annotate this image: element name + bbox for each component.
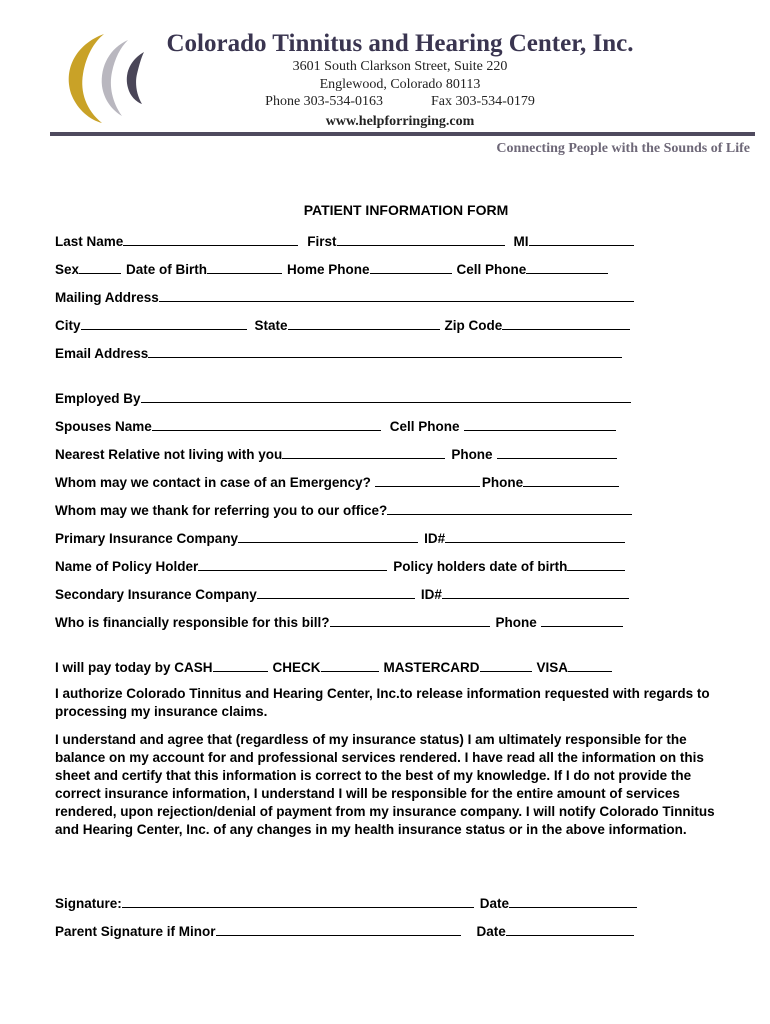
financial-phone-label: Phone	[495, 615, 537, 630]
mi-label: MI	[513, 234, 529, 249]
cell-phone-field[interactable]	[526, 259, 608, 274]
zip-code-field[interactable]	[502, 315, 630, 330]
check-label: CHECK	[272, 660, 321, 675]
primary-id-field[interactable]	[445, 528, 625, 543]
address-line-1: 3601 South Clarkson Street, Suite 220	[292, 59, 508, 74]
state-field[interactable]	[288, 315, 440, 330]
policy-holder-dob-field[interactable]	[567, 556, 625, 571]
state-label: State	[254, 318, 288, 333]
date-of-birth-field[interactable]	[207, 259, 282, 274]
cell-phone-label: Cell Phone	[456, 262, 527, 277]
first-name-label: First	[307, 234, 337, 249]
emergency-phone-label: Phone	[481, 475, 524, 490]
financial-row	[55, 612, 625, 632]
sex-field[interactable]	[79, 259, 121, 274]
secondary-insurance-row	[55, 584, 631, 604]
signature-date-field[interactable]	[509, 893, 637, 908]
employed-by-field[interactable]	[141, 388, 631, 403]
emergency-contact-field[interactable]	[375, 472, 480, 487]
visa-label: VISA	[536, 660, 569, 675]
employed-by-label: Employed By	[55, 391, 141, 406]
policy-holder-row	[55, 556, 627, 576]
relative-phone-field[interactable]	[497, 444, 617, 459]
company-logo	[58, 30, 158, 125]
home-phone-label: Home Phone	[287, 262, 370, 277]
email-address-label: Email Address	[55, 346, 149, 361]
secondary-insurance-field[interactable]	[257, 584, 415, 599]
parent-date-label: Date	[476, 924, 506, 939]
signature-field[interactable]	[122, 893, 474, 908]
emergency-contact-label: Whom may we contact in case of an Emergency?	[55, 475, 371, 490]
nearest-relative-field[interactable]	[282, 444, 445, 459]
personal-row	[55, 259, 610, 279]
org-name: Colorado Tinnitus and Hearing Center, Inc.	[166, 30, 634, 57]
name-row	[55, 231, 636, 251]
date-of-birth-label: Date of Birth	[126, 262, 208, 277]
authorization-text: I authorize Colorado Tinnitus and Hearing Center, Inc.to release information requested with regards to processing my insurance claims.	[55, 686, 710, 719]
secondary-id-label: ID#	[420, 587, 442, 602]
policy-holder-label: Name of Policy Holder	[55, 559, 199, 574]
relative-phone-label: Phone	[451, 447, 493, 462]
policy-holder-dob-label: Policy holders date of birth	[393, 559, 568, 574]
org-phone: Phone 303-534-0163	[265, 94, 383, 109]
last-name-label: Last Name	[55, 234, 124, 249]
financial-phone-field[interactable]	[541, 612, 623, 627]
emergency-phone-field[interactable]	[523, 472, 619, 487]
primary-insurance-field[interactable]	[238, 528, 418, 543]
cash-field[interactable]	[213, 657, 268, 672]
secondary-id-field[interactable]	[442, 584, 629, 599]
mailing-address-field[interactable]	[159, 287, 634, 302]
signature-row	[55, 893, 639, 913]
referral-row	[55, 500, 634, 520]
city-row	[55, 315, 632, 335]
spouse-cell-phone-field[interactable]	[464, 416, 616, 431]
referral-label: Whom may we thank for referring you to our office?	[55, 503, 388, 518]
secondary-insurance-label: Secondary Insurance Company	[55, 587, 257, 602]
mastercard-label: MASTERCARD	[383, 660, 480, 675]
parent-date-field[interactable]	[506, 921, 634, 936]
home-phone-field[interactable]	[370, 259, 452, 274]
website-link[interactable]: www.helpforringing.com	[325, 114, 475, 129]
phone-fax-line	[160, 94, 640, 110]
spouse-row	[55, 416, 618, 436]
visa-field[interactable]	[568, 657, 612, 672]
header-divider	[50, 132, 755, 136]
spouses-name-label: Spouses Name	[55, 419, 152, 434]
parent-signature-label: Parent Signature if Minor	[55, 924, 216, 939]
parent-signature-field[interactable]	[216, 921, 461, 936]
first-name-field[interactable]	[337, 231, 505, 246]
signature-label: Signature:	[55, 896, 122, 911]
tagline: Connecting People with the Sounds of Life	[496, 141, 750, 156]
primary-insurance-row	[55, 528, 627, 548]
address-line-2: Englewood, Colorado 80113	[319, 77, 481, 92]
city-label: City	[55, 318, 81, 333]
cash-label: I will pay today by CASH	[55, 660, 213, 675]
mailing-address-label: Mailing Address	[55, 290, 159, 305]
nearest-relative-label: Nearest Relative not living with you	[55, 447, 283, 462]
signature-date-label: Date	[479, 896, 510, 911]
primary-id-label: ID#	[424, 531, 446, 546]
sex-label: Sex	[55, 262, 80, 277]
policy-holder-field[interactable]	[198, 556, 387, 571]
form-title: PATIENT INFORMATION FORM	[303, 202, 509, 218]
email-address-field[interactable]	[148, 343, 622, 358]
parent-signature-row	[55, 921, 636, 941]
primary-insurance-label: Primary Insurance Company	[55, 531, 239, 546]
mastercard-field[interactable]	[480, 657, 532, 672]
check-field[interactable]	[321, 657, 379, 672]
email-row	[55, 343, 624, 363]
emergency-row	[55, 472, 621, 492]
mi-field[interactable]	[529, 231, 634, 246]
relative-row	[55, 444, 619, 464]
city-field[interactable]	[81, 315, 247, 330]
payment-row	[55, 657, 614, 677]
referral-field[interactable]	[387, 500, 632, 515]
org-fax: Fax 303-534-0179	[431, 94, 535, 109]
zip-code-label: Zip Code	[444, 318, 503, 333]
agreement-text: I understand and agree that (regardless of my insurance status) I am ultimately responsible for the balance on my account for and professional services rendered. I have read all the information on this sheet and certify that this information is correct to the best of my knowledge. If I do not provide the correct insurance information, I understand I will be responsible for the entire amount of services rendered, upon rejection/denial of payment from my insurance company. I will notify Colorado Tinnitus and Hearing Center, Inc. of any changes in my health insurance status or in the above information.	[55, 732, 715, 837]
spouses-name-field[interactable]	[152, 416, 381, 431]
last-name-field[interactable]	[123, 231, 298, 246]
spouse-cell-phone-label: Cell Phone	[389, 419, 460, 434]
mailing-row	[55, 287, 636, 307]
financially-responsible-label: Who is financially responsible for this bill?	[55, 615, 330, 630]
financially-responsible-field[interactable]	[330, 612, 490, 627]
employer-row	[55, 388, 633, 408]
